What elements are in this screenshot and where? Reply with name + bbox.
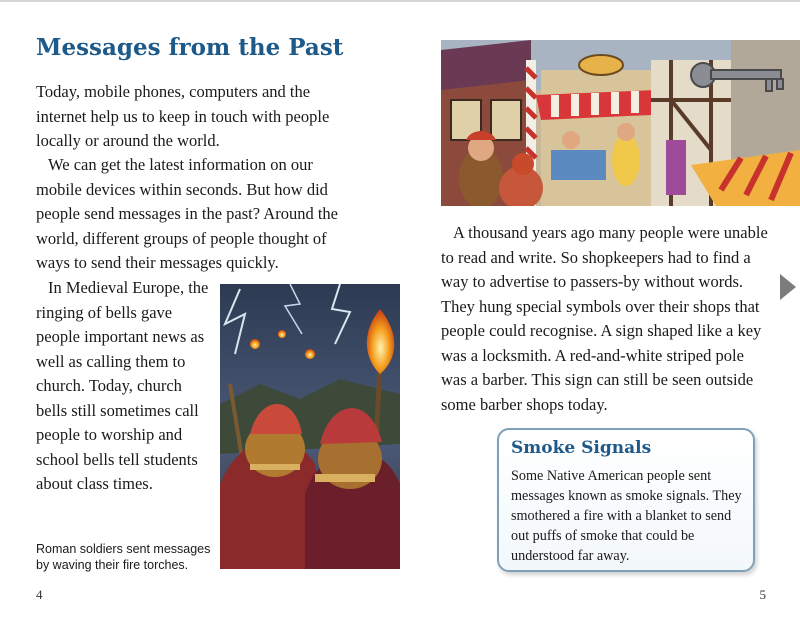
page-number-left: 4: [36, 587, 43, 602]
right-page: [400, 0, 800, 622]
smoke-signals-sidebar: [497, 428, 755, 572]
page-title: Messages from the Past: [36, 34, 344, 61]
bells-paragraph: In Medieval Europe, the ringing of bells gave people important news as well as calling them to church. Today, church bells still sometimes call people to worship and school bells tell students about class times.: [36, 278, 209, 493]
medieval-street-illustration: [441, 40, 800, 206]
shop-signs-paragraph: A thousand years ago many people were unable to read and write. So shopkeepers had to find a way to advertise to passers-by without words. They hung special symbols over their shops that people could recognise. A sign shaped like a key was a locksmith. A red-and-white striped pole was a barber. This sign can still be seen outside some barber shops today.: [441, 223, 768, 414]
next-page-arrow-icon[interactable]: [780, 274, 796, 300]
sidebar-title: Smoke Signals: [511, 438, 652, 458]
roman-soldiers-illustration: [220, 284, 400, 569]
image-caption: Roman soldiers sent messages by waving their fire torches.: [36, 542, 211, 572]
second-paragraph: We can get the latest information on our mobile devices within seconds. But how did people send messages in the past? Around the world, different groups of people thought of ways to send their messages quickly.: [36, 155, 338, 272]
sidebar-text: Some Native American people sent messages known as smoke signals. They smothered a fire with a blanket to send out puffs of smoke that could be understood far away.: [511, 468, 742, 564]
page-number-right: 5: [759, 587, 766, 602]
intro-paragraph: Today, mobile phones, computers and the internet help us to keep in touch with people locally or around the world.: [36, 82, 330, 150]
